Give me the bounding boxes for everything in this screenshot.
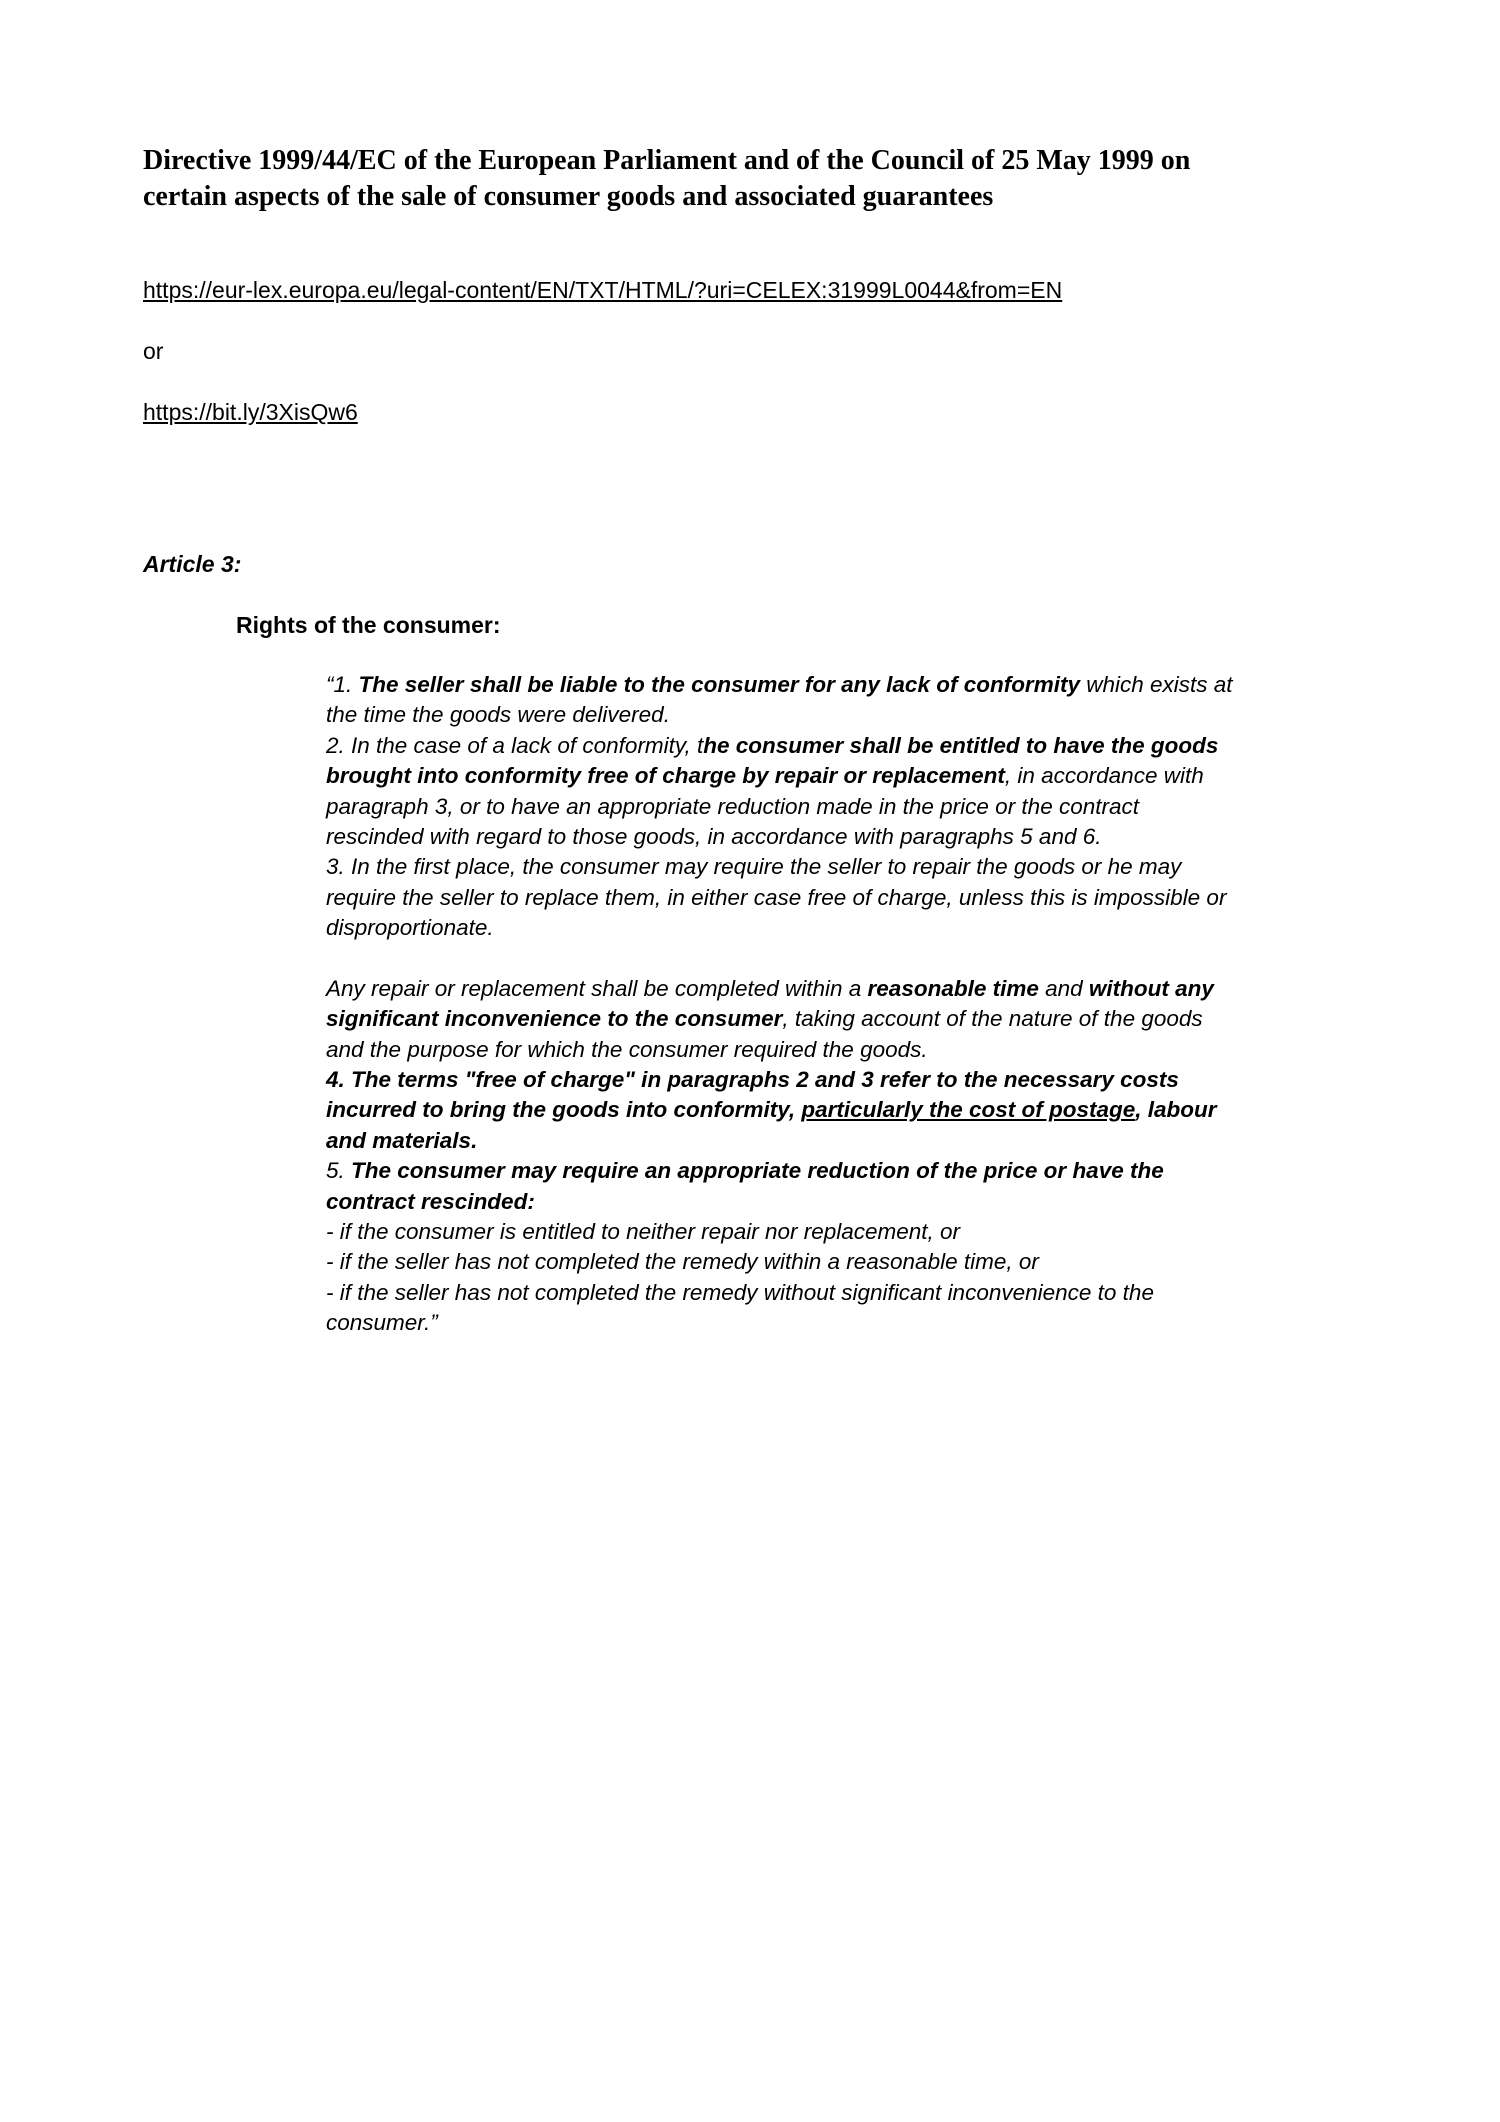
quote-line bbox=[326, 1187, 1233, 1217]
bold-text: reasonable time bbox=[867, 975, 1039, 1001]
bold-text: 4. The terms "free of charge" in paragraphs 2 and 3 refer to the necessary costs bbox=[326, 1067, 1179, 1093]
quote-line bbox=[326, 1126, 1233, 1156]
text-segment: 3. In the first place, the consumer may require the seller to repair the goods or he may bbox=[326, 854, 1182, 880]
text-segment: rescinded with regard to those goods, in accordance with paragraphs 5 and 6. bbox=[326, 823, 1102, 849]
text-segment: paragraph 3, or to have an appropriate reduction made in the price or the contract bbox=[326, 793, 1139, 819]
title-line-1: Directive 1999/44/EC of the European Parliament and of the Council of 25 May 1999 on bbox=[143, 145, 1191, 176]
quote-line bbox=[326, 1247, 1233, 1277]
quote-line bbox=[326, 1217, 1233, 1247]
text-segment: Any repair or replacement shall be completed within a bbox=[326, 975, 868, 1001]
quote-line bbox=[326, 700, 1233, 730]
quote-line bbox=[326, 1035, 1233, 1065]
quote-line bbox=[326, 761, 1233, 791]
text-segment: 2. In the case of a lack of conformity, t bbox=[326, 732, 704, 758]
article-quote bbox=[326, 670, 1233, 1339]
bold-text: brought into conformity free of charge by repair or replacement bbox=[326, 763, 1005, 789]
bold-text: he consumer shall be entitled to have the goods bbox=[703, 732, 1219, 758]
quote-line bbox=[326, 852, 1233, 882]
quote-line bbox=[326, 1065, 1233, 1095]
text-segment: which exists at bbox=[1079, 672, 1233, 697]
quote-line bbox=[326, 883, 1233, 913]
article-subheading: Rights of the consumer: bbox=[236, 612, 501, 638]
bold-text: without any bbox=[1088, 975, 1214, 1001]
or-text: or bbox=[143, 338, 164, 364]
text-segment: and the purpose for which the consumer required the goods. bbox=[326, 1036, 928, 1062]
short-link[interactable]: https://bit.ly/3XisQw6 bbox=[143, 399, 358, 425]
bold-text: and materials. bbox=[326, 1127, 478, 1153]
underlined-text: particularly the cost of postage bbox=[801, 1097, 1136, 1123]
text-segment: the time the goods were delivered. bbox=[326, 702, 670, 728]
quote-line bbox=[326, 1156, 1233, 1186]
quote-line bbox=[326, 1308, 1233, 1338]
quote-line bbox=[326, 670, 1233, 700]
quote-line bbox=[326, 822, 1233, 852]
bold-text: The consumer may require an appropriate reduction of the price or have the bbox=[351, 1158, 1164, 1184]
text-segment: and bbox=[1038, 975, 1089, 1001]
article-heading: Article 3: bbox=[143, 551, 242, 577]
text-segment: require the seller to replace them, in either case free of charge, unless this is impossible or bbox=[326, 884, 1227, 910]
bold-text: The seller shall be liable to the consumer for any lack of conformity bbox=[358, 672, 1080, 697]
text-segment: - if the seller has not completed the remedy without significant inconvenience to the bbox=[326, 1279, 1154, 1305]
title-line-2: certain aspects of the sale of consumer goods and associated guarantees bbox=[143, 181, 994, 212]
quote-line bbox=[326, 944, 1233, 974]
quote-line bbox=[326, 1095, 1233, 1125]
text-segment: , in accordance with bbox=[1004, 763, 1204, 789]
text-segment: 5. bbox=[326, 1158, 352, 1184]
eur-lex-link[interactable]: https://eur-lex.europa.eu/legal-content/EN/TXT/HTML/?uri=CELEX:31999L0044&from=EN bbox=[143, 277, 1063, 303]
quote-line bbox=[326, 1004, 1233, 1034]
quote-line bbox=[326, 974, 1233, 1004]
bold-text: significant inconvenience to the consumer bbox=[326, 1006, 783, 1032]
quote-line bbox=[326, 731, 1233, 761]
quote-line bbox=[326, 792, 1233, 822]
text-segment: , taking account of the nature of the goods bbox=[782, 1006, 1203, 1032]
text-segment: - if the consumer is entitled to neither repair nor replacement, or bbox=[326, 1219, 961, 1245]
bold-text: contract rescinded: bbox=[326, 1188, 535, 1214]
bold-text: incurred to bring the goods into conformity, bbox=[326, 1097, 802, 1123]
quote-line bbox=[326, 1278, 1233, 1308]
text-segment: - if the seller has not completed the remedy within a reasonable time, or bbox=[326, 1249, 1039, 1275]
text-segment: disproportionate. bbox=[326, 915, 494, 941]
text-segment: consumer.” bbox=[326, 1310, 438, 1336]
text-segment: “1. bbox=[326, 672, 359, 697]
bold-text: , labour bbox=[1135, 1097, 1217, 1123]
document-title bbox=[143, 143, 1190, 215]
quote-line bbox=[326, 913, 1233, 943]
